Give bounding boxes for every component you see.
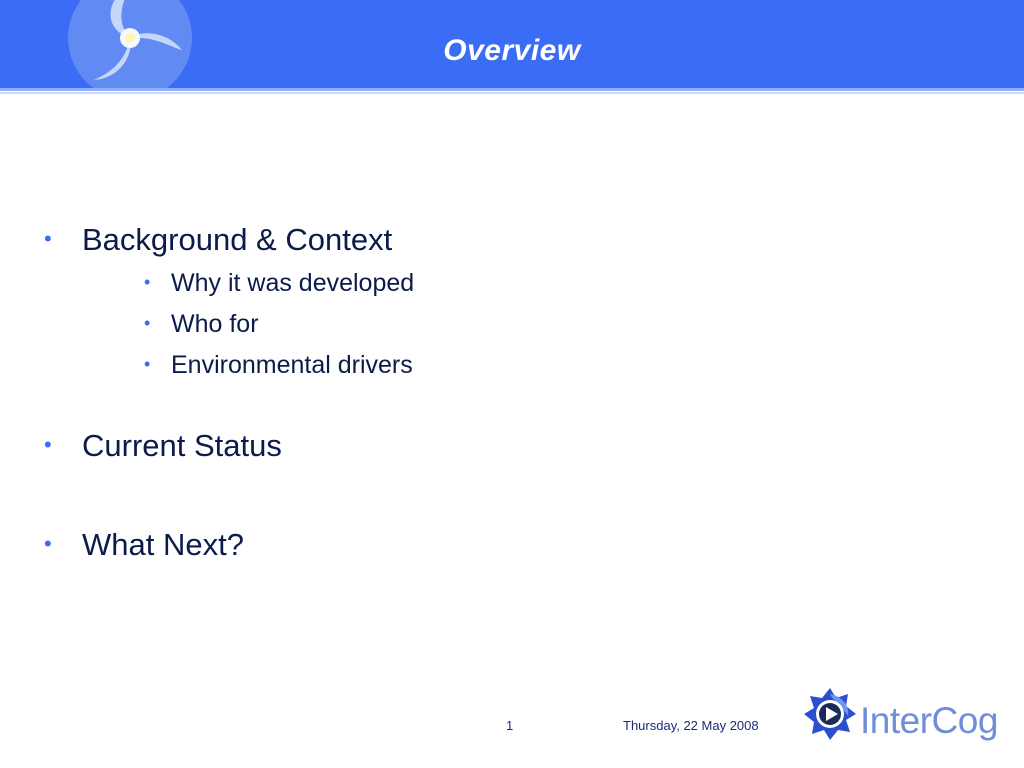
bullet-item — [44, 527, 244, 563]
bullet-icon: • — [144, 354, 151, 374]
sub-bullet-text: Why it was developed — [171, 269, 415, 297]
bullet-icon: • — [144, 313, 151, 333]
footer-date: Thursday, 22 May 2008 — [623, 718, 759, 733]
slide-title: Overview — [443, 34, 581, 67]
bullet-item — [44, 428, 282, 464]
bullet-text: Background & Context — [82, 222, 393, 257]
bullet-icon: • — [44, 226, 52, 251]
bullet-icon: • — [44, 432, 52, 457]
bullet-text: Current Status — [82, 428, 282, 463]
sub-bullet-text: Who for — [171, 310, 259, 338]
sub-bullet-item — [144, 310, 259, 339]
sub-bullet-text: Environmental drivers — [171, 351, 413, 379]
sub-bullet-item — [144, 269, 414, 298]
sub-bullet-item — [144, 351, 413, 380]
bullet-icon: • — [144, 272, 151, 292]
bullet-text: What Next? — [82, 527, 244, 562]
page-number: 1 — [506, 718, 514, 733]
intercog-swirl-logo-icon — [802, 686, 858, 742]
logo-wordmark: InterCog — [860, 700, 998, 741]
bullet-icon: • — [44, 531, 52, 556]
bullet-item — [44, 222, 392, 258]
